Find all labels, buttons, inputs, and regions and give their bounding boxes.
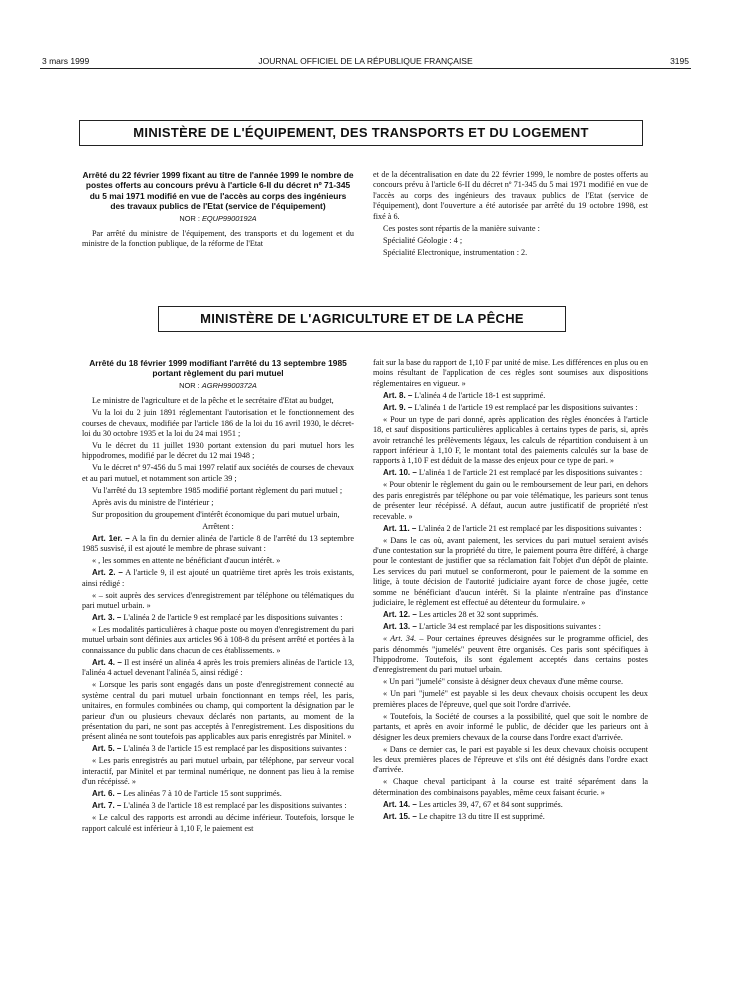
paragraph-text: L'alinéa 1 de l'article 19 est remplacé par les dispositions suivantes : xyxy=(412,402,638,412)
article-paragraph xyxy=(82,658,354,679)
nor-label: NOR : xyxy=(179,380,200,390)
paragraph-text: « Dans le cas où, avant paiement, les services du pari mutuel seraient avisés d'une contestation sur la propriété du titre, le paiement pourra être différé, à charge pour le contestant de justifier que sa réclamation fait l'objet d'un dépôt de plainte. Les services du pari mutuel se conformeront, pour le paiement de la somme en litige, à toute décision de l'autorité judiciaire ayant force de chose jugée, cette somme ne bénéficiant d'aucun intérêt. Si la plainte n'entraîne pas d'instance judiciaire, le règlement est effectué au détenteur du formulaire. » xyxy=(373,535,648,608)
article-paragraph xyxy=(373,812,648,822)
section1-left-column xyxy=(82,170,354,251)
article-paragraph xyxy=(82,801,354,811)
article-paragraph xyxy=(373,391,648,401)
decree-paragraph xyxy=(82,625,354,656)
article-number: Art. 5. – xyxy=(92,744,122,754)
article-number: Art. 2. – xyxy=(92,568,123,578)
paragraph-text: « Un pari "jumelé" est payable si les deux chevaux choisis occupent les deux premières places de l'épreuve, quel que soit l'ordre d'arrivée. xyxy=(373,689,648,709)
paragraph-text: « Les modalités particulières à chaque poste ou moyen d'enregistrement du pari mutuel urbain sont définies aux articles 96 à 108-8 du présent arrêté et portées à la connaissance du public dans chacun de ces établissements. » xyxy=(82,625,354,655)
article-paragraph xyxy=(373,524,648,534)
paragraph-text: « Un pari "jumelé" consiste à désigner deux chevaux d'une même course. xyxy=(383,677,624,687)
nor-code: EQUP9900192A xyxy=(201,213,257,223)
paragraph-text: Sur proposition du groupement d'intérêt économique du pari mutuel urbain, xyxy=(92,509,340,519)
paragraph-text: fait sur la base du rapport de 1,10 F par unité de mise. Les différences en plus ou en moins résultant de l'application de ces règles sont soumises aux dispositions réglementaires en vigueur. » xyxy=(373,358,648,388)
article-number: Art. 11. – xyxy=(383,523,417,533)
decree-paragraph xyxy=(82,396,354,406)
article-number: Art. 14. – xyxy=(383,799,417,809)
paragraph-text: L'alinéa 1 de l'article 21 est remplacé par les dispositions suivantes : xyxy=(416,468,643,478)
nor-reference xyxy=(82,214,354,224)
ministry-equipement-heading: MINISTÈRE DE L'ÉQUIPEMENT, DES TRANSPORTS ET DU LOGEMENT xyxy=(79,120,643,146)
paragraph-text: « Dans ce dernier cas, le pari est payable si les deux chevaux choisis occupent les deux premières places de l'épreuve et s'ils ont été désignés dans l'ordre exact d'arrivée. xyxy=(373,744,648,775)
decree-title: Arrêté du 18 février 1999 modifiant l'arrêté du 13 septembre 1985 portant règlement du pari mutuel xyxy=(89,358,347,379)
decree-paragraph xyxy=(373,777,648,798)
decree-paragraph xyxy=(373,358,648,389)
paragraph-text: Après avis du ministre de l'intérieur ; xyxy=(92,497,214,507)
journal-title: JOURNAL OFFICIEL DE LA RÉPUBLIQUE FRANÇAISE xyxy=(258,56,473,66)
paragraph-text: Vu la loi du 2 juin 1891 réglementant l'autorisation et le fonctionnement des courses de chevaux, modifiée par l'article 186 de la loi du 16 avril 1930, le décret-loi du 30 octobre 1935 et la loi du 24 mai 1951 ; xyxy=(82,408,354,439)
paragraph-text: « Pour obtenir le règlement du gain ou le remboursement de leur pari, en dehors des paris enregistrés par téléphone ou par voie télématique, les parieurs sont tenus de présenter leur récépissé. A défaut, aucun autre justificatif de propriété n'est recevable. » xyxy=(373,480,648,521)
article-number: Art. 7. – xyxy=(92,801,122,811)
section1-right-column xyxy=(373,170,648,260)
decree-paragraph xyxy=(373,536,648,609)
article-paragraph xyxy=(373,403,648,413)
article-paragraph xyxy=(82,789,354,799)
article-paragraph xyxy=(82,534,354,555)
paragraph-text: « Lorsque les paris sont engagés dans un poste d'enregistrement connecté au système central du pari mutuel urbain fonctionnant en temps réel, les paris, unitaires, en formules combinées ou champ, qui comportent la désignation par le parieur d'un ou plusieurs chevaux déclarés non partants, au moment de la présentation du pari, ne sont pas acceptés à l'enregistrement. Les dispositions du présent alinéa ne sont toutefois pas applicables aux paris enregistrés par Minitel. » xyxy=(82,680,354,742)
paragraph-text: L'alinéa 3 de l'article 15 est remplacé par les dispositions suivantes : xyxy=(121,744,347,754)
article-number: Art. 10. – xyxy=(383,468,417,478)
article-paragraph xyxy=(82,744,354,754)
paragraph-text: Le ministre de l'agriculture et de la pêche et le secrétaire d'Etat au budget, xyxy=(92,396,334,406)
paragraph-text: A la fin du dernier alinéa de l'article 8 de l'arrêté du 13 septembre 1985 susvisé, il est ajouté le membre de phrase suivant : xyxy=(82,533,354,554)
decree-paragraph xyxy=(82,498,354,508)
article-paragraph xyxy=(373,468,648,478)
paragraph-text: L'alinéa 4 de l'article 18-1 est supprimé. xyxy=(412,390,546,400)
article-number: Art. 15. – xyxy=(383,811,417,821)
decree-paragraph xyxy=(82,556,354,566)
paragraph-text: Il est inséré un alinéa 4 après les trois premiers alinéas de l'article 13, l'alinéa 4 actuel devenant l'alinéa 5, ainsi rédigé : xyxy=(82,657,354,678)
decree-paragraph xyxy=(373,712,648,743)
decree-paragraph: Spécialité Electronique, instrumentation : 2. xyxy=(383,247,528,257)
decree-paragraph xyxy=(373,677,648,687)
header-date: 3 mars 1999 xyxy=(42,56,90,66)
article-paragraph xyxy=(373,610,648,620)
article-paragraph xyxy=(373,800,648,810)
paragraph-text: « Le calcul des rapports est arrondi au décime inférieur. Toutefois, lorsque le rapport calculé est inférieur à 1,10 F, le paiement est xyxy=(82,813,354,833)
decree-paragraph xyxy=(82,486,354,496)
paragraph-text: Pour certaines épreuves désignées sur le programme officiel, des paris dénommés "jumelés" peuvent être organisés. Ces paris sont spécifiques à l'hippodrome. Toutefois, ils sont également acceptés dans certains postes d'enregistrement du pari mutuel urbain. xyxy=(373,634,648,675)
header-rule xyxy=(40,68,691,69)
decree-paragraph: Spécialité Géologie : 4 ; xyxy=(383,235,463,245)
decree-paragraph: Par arrêté du ministre de l'équipement, des transports et du logement et du ministre de la fonction publique, de la réforme de l'Etat xyxy=(82,229,354,249)
paragraph-text: « – soit auprès des services d'enregistrement par téléphone ou télématiques du pari mutuel urbain. » xyxy=(82,590,354,611)
article-number: Art. 3. – xyxy=(92,613,122,623)
nor-code: AGRH9900372A xyxy=(201,380,257,390)
paragraph-text: Le chapitre 13 du titre II est supprimé. xyxy=(416,811,545,821)
article-paragraph xyxy=(373,622,648,632)
decree-paragraph xyxy=(82,591,354,612)
paragraph-text: Vu le décret du 11 juillet 1930 portant extension du pari mutuel hors les hippodromes, modifié par le décret du 12 mai 1948 ; xyxy=(82,441,354,461)
decree-paragraph xyxy=(82,441,354,462)
decree-title: Arrêté du 22 février 1999 fixant au titre de l'année 1999 le nombre de postes offerts au concours prévu à l'article 6-II du décret nº 71-345 du 5 mai 1971 modifié en vue de l'accès au corps des ingénieurs des travaux publics de l'Etat (service de l'équipement) xyxy=(82,170,354,212)
paragraph-text: « Les paris enregistrés au pari mutuel urbain, par téléphone, par serveur vocal interactif, par Minitel et par terminal numérique, ne donnent pas lieu à la remise d'un récépissé. » xyxy=(82,756,354,787)
article-number: Art. 9. – xyxy=(383,402,413,412)
decree-paragraph xyxy=(82,463,354,484)
paragraph-text: Les articles 39, 47, 67 et 84 sont supprimés. xyxy=(416,799,563,809)
paragraph-text: L'article 34 est remplacé par les dispositions suivantes : xyxy=(416,622,601,632)
ministry-agriculture-heading: MINISTÈRE DE L'AGRICULTURE ET DE LA PÊCHE xyxy=(158,306,566,332)
decree-paragraph xyxy=(82,522,354,532)
nor-label: NOR : xyxy=(179,213,200,223)
article-paragraph xyxy=(82,613,354,623)
decree-paragraph xyxy=(82,756,354,787)
article-number: Art. 8. – xyxy=(383,390,413,400)
decree-paragraph: et de la décentralisation en date du 22 février 1999, le nombre de postes offerts au concours prévu à l'article 6-II du décret nº 71-345 du 5 mai 1971 modifié en vue de l'accès au corps des ingénieurs des travaux publics de l'Etat (service de l'équipement), dont l'ouverture a été autorisée par arrêté du 19 octobre 1998, est fixé à 6. xyxy=(373,170,648,221)
decree-body xyxy=(82,396,354,834)
decree-paragraph xyxy=(373,689,648,710)
paragraph-text: L'alinéa 3 de l'article 18 est remplacé par les dispositions suivantes : xyxy=(121,801,347,811)
nor-reference xyxy=(82,381,354,391)
decree-paragraph xyxy=(82,680,354,742)
paragraph-text: Les alinéas 7 à 10 de l'article 15 sont supprimés. xyxy=(121,789,282,799)
paragraph-text: A l'article 9, il est ajouté un quatrième tiret après les trois existants, ainsi rédigé : xyxy=(82,568,355,588)
decree-paragraph xyxy=(82,813,354,834)
paragraph-text: « Toutefois, la Société de courses a la possibilité, quel que soit le nombre de partants, et après en avoir informé le public, de décider que les parieurs ont à désigner les deux premiers chevaux de la course dans l'ordre exact d'arrivée. xyxy=(373,711,648,742)
paragraph-text: Vu le décret nº 97-456 du 5 mai 1997 relatif aux sociétés de courses de chevaux et au pari mutuel, et notamment son article 39 ; xyxy=(82,463,354,483)
article-number: Art. 6. – xyxy=(92,789,122,799)
paragraph-text: L'alinéa 2 de l'article 9 est remplacé par les dispositions suivantes : xyxy=(121,613,343,623)
decree-paragraph xyxy=(373,415,648,467)
paragraph-text: Les articles 28 et 32 sont supprimés. xyxy=(416,610,539,620)
article-paragraph xyxy=(373,634,648,676)
paragraph-text: L'alinéa 2 de l'article 21 est remplacé par les dispositions suivantes : xyxy=(416,523,642,533)
article-number: « Art. 34. – xyxy=(383,634,424,644)
page-number: 3195 xyxy=(670,56,689,66)
paragraph-text: « Pour un type de pari donné, après application des règles énoncées à l'article 18, et sauf dispositions particulières applicables à certains types de paris, si, après avoir retranché les prélèvements légaux, les calculs de répartition conduisent à un rapport inférieur à 1,10 F, le montant total des paiements calculés sur la base de rapports à 1,10 F est déduit de la masse des enjeux pour ce type de pari. » xyxy=(373,414,648,466)
paragraph-text: « Chaque cheval participant à la course est traité séparément dans la détermination des combinaisons payables, même ceux faisant écurie. » xyxy=(373,777,648,797)
article-paragraph xyxy=(82,568,354,589)
section2-right-column xyxy=(373,358,648,824)
decree-paragraph: Ces postes sont répartis de la manière suivante : xyxy=(383,223,540,233)
article-number: Art. 13. – xyxy=(383,622,417,632)
article-number: Art. 4. – xyxy=(92,657,122,667)
decree-paragraph xyxy=(82,408,354,439)
decree-paragraph xyxy=(373,745,648,776)
section2-left-column xyxy=(82,358,354,836)
article-number: Art. 1er. – xyxy=(92,533,130,543)
paragraph-text: Arrêtent : xyxy=(202,521,234,531)
decree-paragraph xyxy=(82,510,354,520)
paragraph-text: Vu l'arrêté du 13 septembre 1985 modifié portant règlement du pari mutuel ; xyxy=(92,485,343,495)
article-number: Art. 12. – xyxy=(383,610,417,620)
decree-paragraph xyxy=(373,480,648,522)
paragraph-text: « , les sommes en attente ne bénéficiant d'aucun intérêt. » xyxy=(92,556,281,566)
